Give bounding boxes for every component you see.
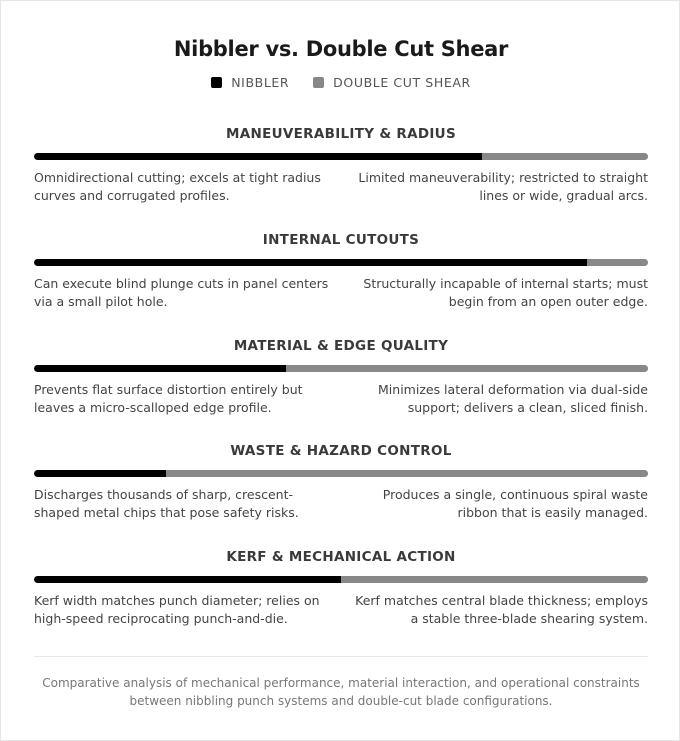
section-title: KERF & MECHANICAL ACTION <box>226 549 456 565</box>
section-title: MANEUVERABILITY & RADIUS <box>226 126 456 142</box>
legend-swatch-nibbler <box>211 77 222 88</box>
bar-segment-nibbler <box>34 470 166 477</box>
footnote-divider <box>34 656 648 657</box>
comparison-bar <box>34 576 648 583</box>
nibbler-description: Kerf width matches punch diameter; relies on high-speed reciprocating punch-and-die. <box>34 593 320 626</box>
section-3 <box>34 337 648 417</box>
bar-segment-double-cut-shear <box>482 153 648 160</box>
double-cut-shear-description: Produces a single, continuous spiral waste ribbon that is easily managed. <box>382 487 648 520</box>
double-cut-shear-description: Structurally incapable of internal starts; must begin from an open outer edge. <box>363 276 648 309</box>
chart-title: Nibbler vs. Double Cut Shear <box>173 37 509 61</box>
bar-segment-double-cut-shear <box>166 470 648 477</box>
bar-segment-nibbler <box>34 259 587 266</box>
bar-segment-double-cut-shear <box>286 365 648 372</box>
comparison-bar <box>34 470 648 477</box>
double-cut-shear-description: Minimizes lateral deformation via dual-side support; delivers a clean, sliced finish. <box>378 382 648 415</box>
section-4 <box>34 442 648 522</box>
section-title: MATERIAL & EDGE QUALITY <box>233 338 449 354</box>
nibbler-description: Can execute blind plunge cuts in panel centers via a small pilot hole. <box>34 276 329 309</box>
double-cut-shear-description: Kerf matches central blade thickness; employs a stable three-blade shearing system. <box>355 593 648 626</box>
section-descriptions <box>34 169 648 205</box>
legend-item-nibbler <box>211 75 289 90</box>
section-5 <box>34 548 648 628</box>
bar-segment-double-cut-shear <box>587 259 648 266</box>
section-title: INTERNAL CUTOUTS <box>262 232 420 248</box>
bar-segment-nibbler <box>34 576 341 583</box>
section-title: WASTE & HAZARD CONTROL <box>230 443 452 459</box>
bar-segment-double-cut-shear <box>341 576 648 583</box>
nibbler-description: Discharges thousands of sharp, crescent-shaped metal chips that pose safety risks. <box>34 487 299 520</box>
nibbler-description: Omnidirectional cutting; excels at tight radius curves and corrugated profiles. <box>34 170 321 203</box>
legend-swatch-double-cut-shear <box>313 77 324 88</box>
section-descriptions <box>34 381 648 417</box>
nibbler-description: Prevents flat surface distortion entirely but leaves a micro-scalloped edge profile. <box>34 382 303 415</box>
comparison-bar <box>34 153 648 160</box>
double-cut-shear-description: Limited maneuverability; restricted to straight lines or wide, gradual arcs. <box>358 170 648 203</box>
bar-segment-nibbler <box>34 365 286 372</box>
section-descriptions <box>34 592 648 628</box>
bar-segment-nibbler <box>34 153 482 160</box>
section-descriptions <box>34 486 648 522</box>
legend-label-double-cut-shear: DOUBLE CUT SHEAR <box>333 75 471 90</box>
comparison-bar <box>34 365 648 372</box>
section-descriptions <box>34 275 648 311</box>
footnote: Comparative analysis of mechanical performance, material interaction, and operational constraints between nibbling punch systems and double-cut blade configurations. <box>42 676 640 708</box>
legend-item-double-cut-shear <box>313 75 471 90</box>
comparison-bar <box>34 259 648 266</box>
legend <box>1 75 680 90</box>
section-2 <box>34 231 648 311</box>
section-1 <box>34 125 648 205</box>
legend-label-nibbler: NIBBLER <box>231 75 290 90</box>
